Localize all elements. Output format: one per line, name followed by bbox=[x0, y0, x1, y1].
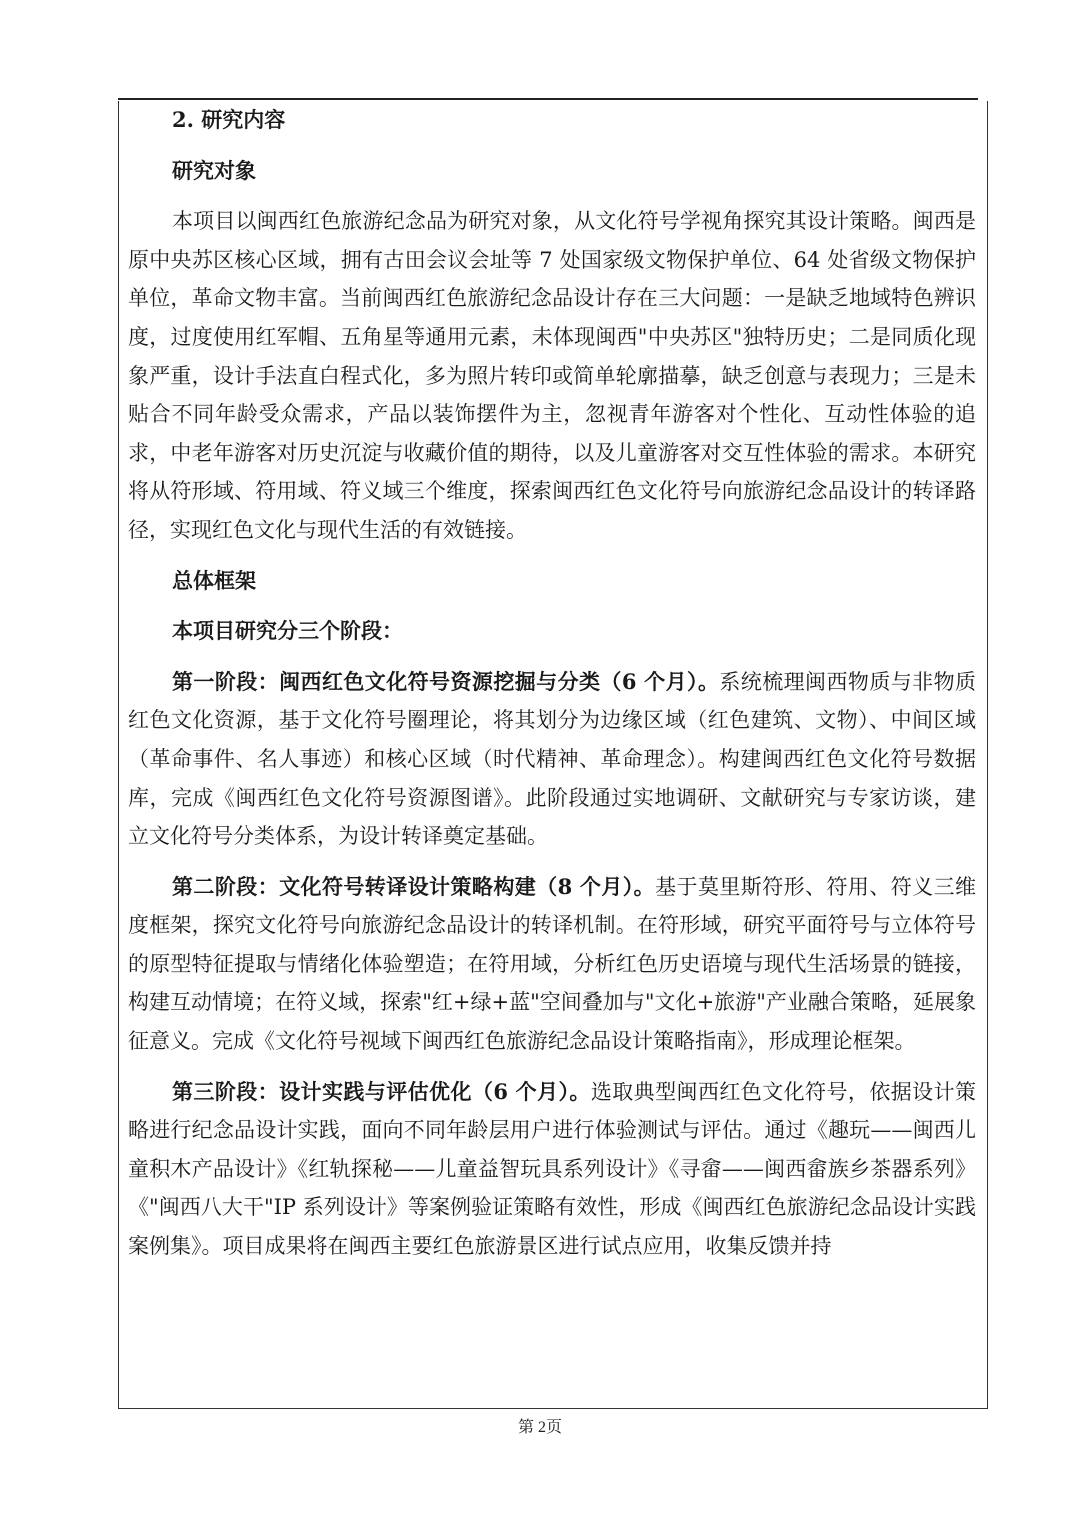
research-object-paragraph: 本项目以闽西红色旅游纪念品为研究对象，从文化符号学视角探究其设计策略。闽西是原中央苏区核心区域，拥有古田会议会址等 7 处国家级文物保护单位、64 处省级文物保护单位，革命文物丰富。当前闽西红色旅游纪念品设计存在三大问题：一是缺乏地域特色辨识度，过度使用红军帽、五角星等通用元素，未体现闽西"中央苏区"独特历史；二是同质化现象严重，设计手法直白程式化，多为照片转印或简单轮廓描摹，缺乏创意与表现力；三是未贴合不同年龄受众需求，产品以装饰摆件为主，忽视青年游客对个性化、互动性体验的追求，中老年游客对历史沉淀与收藏价值的期待，以及儿童游客对交互性体验的需求。本研究将从符形域、符用域、符义域三个维度，探索闽西红色文化符号向旅游纪念品设计的转译路径，实现红色文化与现代生活的有效链接。 bbox=[128, 209, 976, 542]
spacer bbox=[128, 651, 976, 663]
stage-three-title: 第三阶段：设计实践与评估优化（6 个月）。 bbox=[172, 1078, 591, 1104]
section-heading: 2. 研究内容 bbox=[172, 107, 286, 132]
framework-heading: 总体框架 bbox=[172, 567, 256, 593]
top-rule bbox=[118, 98, 978, 100]
stage-three-paragraph bbox=[128, 1073, 976, 1266]
spacer bbox=[128, 550, 976, 562]
document-content bbox=[128, 101, 976, 1266]
stage-one-title: 第一阶段：闽西红色文化符号资源挖掘与分类（6 个月）。 bbox=[172, 668, 720, 694]
spacer bbox=[128, 856, 976, 868]
spacer bbox=[128, 140, 976, 152]
research-object-heading: 研究对象 bbox=[172, 157, 256, 183]
stage-two-body: 基于莫里斯符形、符用、符义三维度框架，探究文化符号向旅游纪念品设计的转译机制。在符形域，研究平面符号与立体符号的原型特征提取与情绪化体验塑造；在符用域，分析红色历史语境与现代生活场景的链接，构建互动情境；在符义域，探索"红+绿+蓝"空间叠加与"文化+旅游"产业融合策略，延展象征意义。完成《文化符号视域下闽西红色旅游纪念品设计策略指南》，形成理论框架。 bbox=[128, 874, 977, 1054]
stage-one-body: 系统梳理闽西物质与非物质红色文化资源，基于文化符号圈理论，将其划分为边缘区域（红色建筑、文物）、中间区域（革命事件、名人事迹）和核心区域（时代精神、革命理念）。构建闽西红色文化符号数据库，完成《闽西红色文化符号资源图谱》。此阶段通过实地调研、文献研究与专家访谈，建立文化符号分类体系，为设计转译奠定基础。 bbox=[128, 669, 977, 849]
framework-intro: 本项目研究分三个阶段： bbox=[172, 618, 403, 644]
stage-two-title: 第二阶段：文化符号转译设计策略构建（8 个月）。 bbox=[172, 873, 656, 899]
spacer bbox=[128, 190, 976, 202]
spacer bbox=[128, 600, 976, 612]
spacer bbox=[128, 1061, 976, 1073]
stage-two-paragraph bbox=[128, 868, 976, 1061]
page-number: 第 2页 bbox=[517, 1419, 562, 1436]
stage-three-body: 选取典型闽西红色文化符号，依据设计策略进行纪念品设计实践，面向不同年龄层用户进行体验测试与评估。通过《趣玩——闽西儿童积木产品设计》《红轨探秘——儿童益智玩具系列设计》《寻畲——闽西畲族乡茶器系列》《"闽西八大干"IP 系列设计》等案例验证策略有效性，形成《闽西红色旅游纪念品设计实践案例集》。项目成果将在闽西主要红色旅游景区进行试点应用，收集反馈并持 bbox=[128, 1079, 976, 1259]
stage-one-paragraph bbox=[128, 663, 976, 856]
